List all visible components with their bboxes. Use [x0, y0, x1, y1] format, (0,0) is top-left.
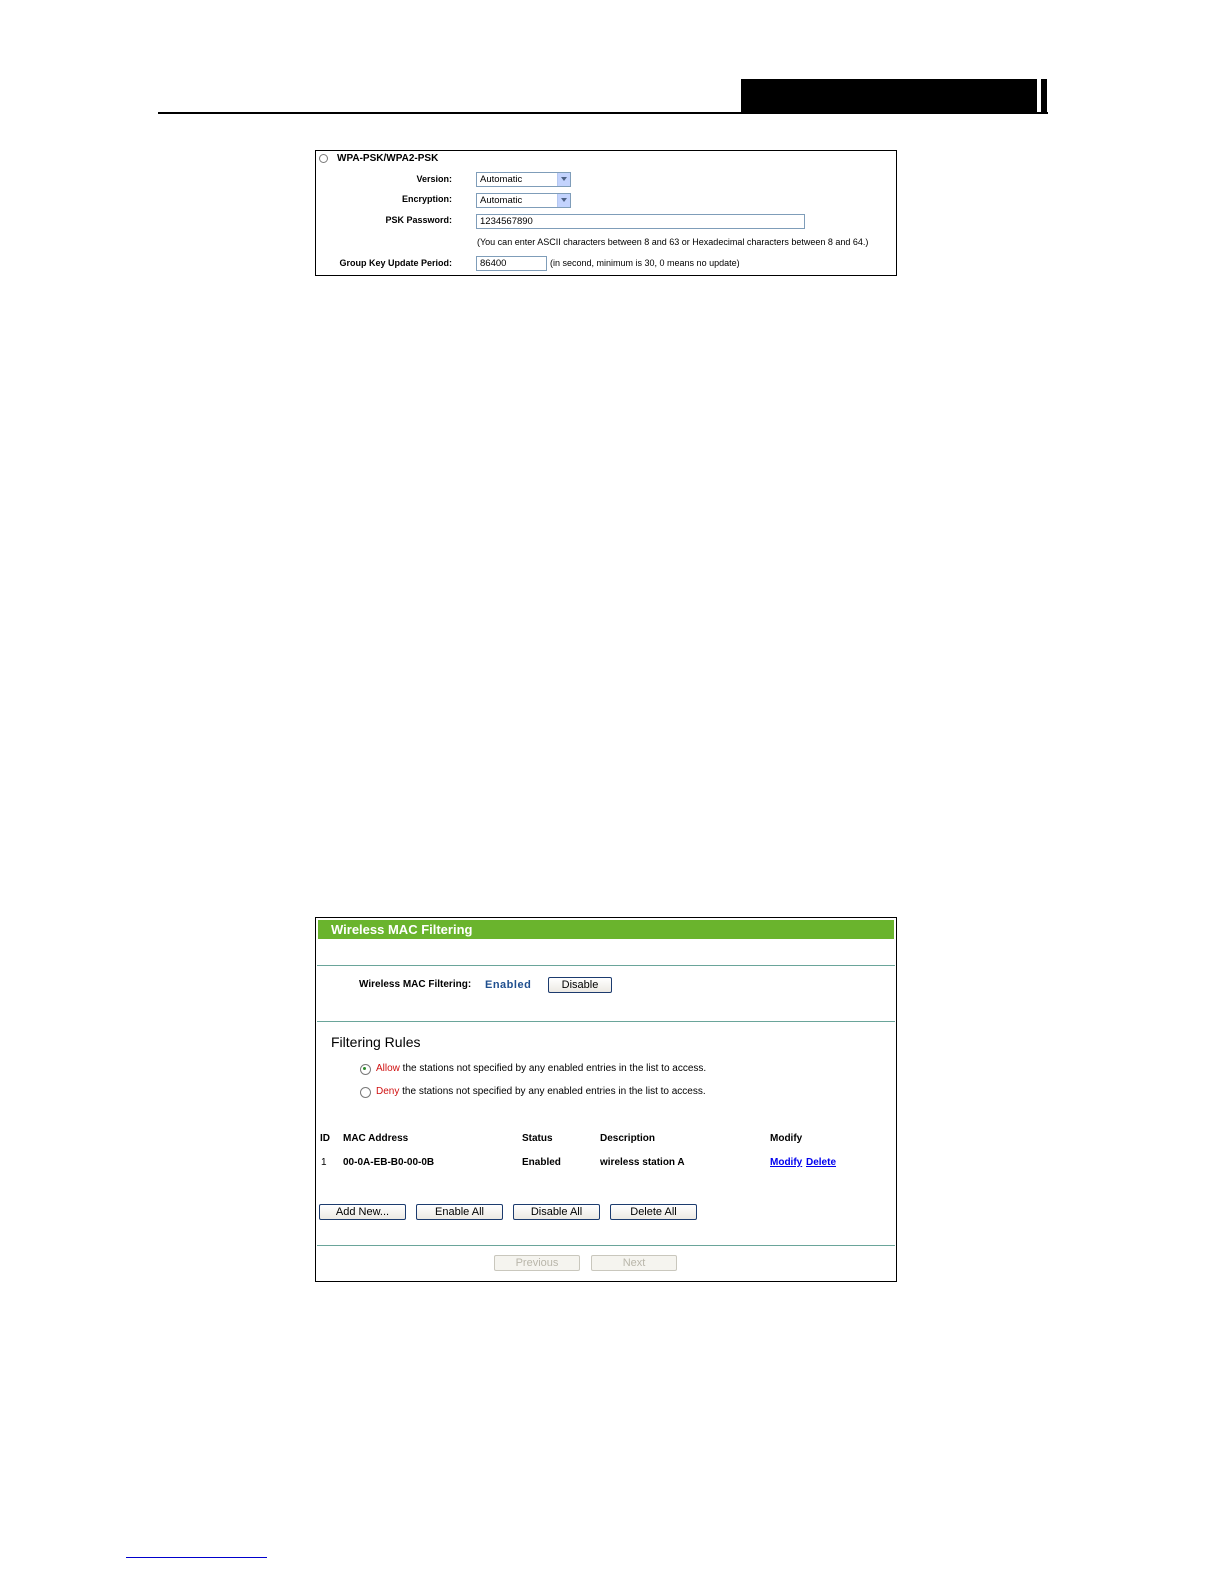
row-mac-address: 00-0A-EB-B0-00-0B [343, 1157, 435, 1168]
deny-radio[interactable] [360, 1087, 371, 1098]
psk-password-input[interactable]: 1234567890 [476, 214, 805, 229]
disable-all-button[interactable]: Disable All [513, 1204, 600, 1220]
group-key-update-hint: (in second, minimum is 30, 0 means no update) [550, 258, 740, 268]
next-button[interactable]: Next [591, 1255, 677, 1271]
column-header-id: ID [320, 1133, 330, 1144]
allow-keyword: Allow [376, 1063, 400, 1074]
divider [317, 1021, 895, 1022]
row-id: 1 [321, 1157, 327, 1168]
enable-all-button[interactable]: Enable All [416, 1204, 503, 1220]
version-select[interactable] [476, 172, 571, 187]
footer-link-underline[interactable] [126, 1557, 267, 1558]
column-header-mac-address: MAC Address [343, 1133, 409, 1144]
encryption-label: Encryption: [401, 194, 452, 204]
delete-link[interactable]: Delete [806, 1157, 837, 1168]
group-key-update-input[interactable]: 86400 [476, 256, 547, 271]
column-header-status: Status [522, 1133, 553, 1144]
deny-description: the stations not specified by any enabled entries in the list to access. [399, 1086, 706, 1097]
column-header-modify: Modify [770, 1133, 803, 1144]
psk-password-hint: (You can enter ASCII characters between 8 and 63 or Hexadecimal characters between 8 and 64.) [477, 237, 869, 247]
disable-button[interactable]: Disable [548, 977, 612, 993]
chevron-down-icon[interactable] [557, 173, 570, 186]
version-select-value: Automatic [480, 174, 523, 185]
filtering-rules-title: Filtering Rules [331, 1034, 421, 1050]
deny-keyword: Deny [376, 1086, 400, 1097]
header-black-block [741, 79, 1037, 114]
wpa-psk-radio[interactable] [319, 154, 328, 163]
modify-link[interactable]: Modify [770, 1157, 803, 1168]
delete-all-button[interactable]: Delete All [610, 1204, 697, 1220]
row-description: wireless station A [600, 1157, 685, 1168]
panel-title: Wireless MAC Filtering [318, 920, 894, 939]
version-label: Version: [416, 174, 452, 184]
allow-description: the stations not specified by any enabled entries in the list to access. [399, 1063, 707, 1074]
wireless-mac-filtering-panel [315, 917, 897, 1282]
header-black-block-edge [1041, 79, 1047, 114]
wpa-psk-panel [315, 150, 897, 276]
wpa-psk-title: WPA-PSK/WPA2-PSK [337, 153, 439, 164]
allow-rule-text [376, 1063, 706, 1074]
divider [317, 965, 895, 966]
chevron-down-icon[interactable] [557, 194, 570, 207]
deny-rule-text [376, 1086, 706, 1097]
mac-filtering-label: Wireless MAC Filtering: [359, 979, 472, 990]
mac-filtering-status: Enabled [485, 979, 532, 991]
header-rule [158, 112, 1048, 114]
encryption-select-value: Automatic [480, 195, 523, 206]
encryption-select[interactable] [476, 193, 571, 208]
column-header-description: Description [600, 1133, 656, 1144]
previous-button[interactable]: Previous [494, 1255, 580, 1271]
allow-radio[interactable] [360, 1064, 371, 1075]
group-key-update-label: Group Key Update Period: [339, 258, 452, 268]
psk-password-label: PSK Password: [385, 215, 452, 225]
add-new-button[interactable]: Add New... [319, 1204, 406, 1220]
divider [317, 1245, 895, 1246]
row-status: Enabled [522, 1157, 561, 1168]
